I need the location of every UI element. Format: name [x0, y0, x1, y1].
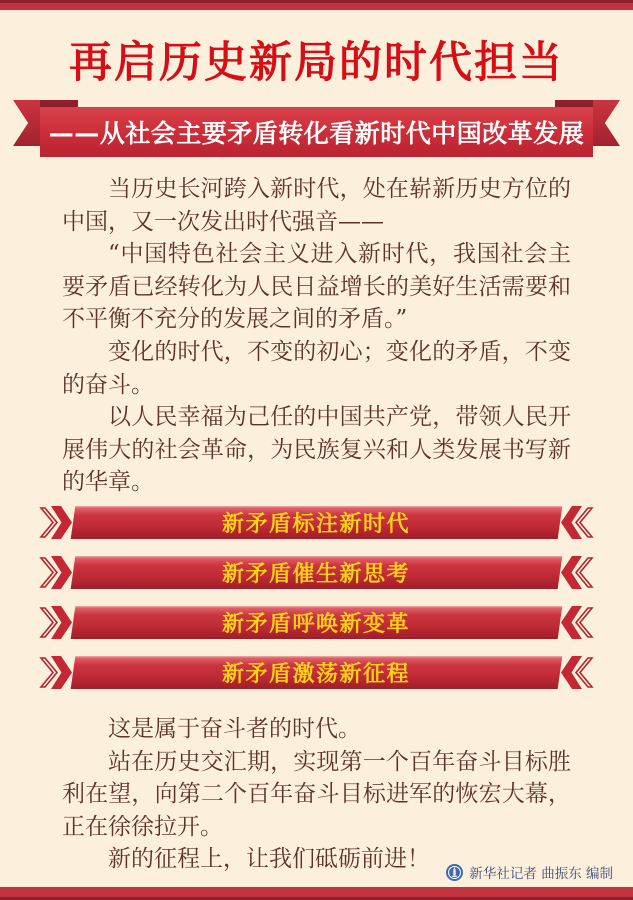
- chevron-right-icon: [38, 556, 72, 589]
- chevron-left-icon: [561, 556, 595, 589]
- section-banner: [38, 606, 595, 639]
- section-banner: [38, 556, 595, 589]
- banner-band: [71, 556, 563, 589]
- page-title: 再启历史新局的时代担当: [69, 38, 564, 88]
- paragraph: 这是属于奋斗者的时代。: [108, 715, 361, 742]
- paragraph: 变化的时代，不变的初心；变化的矛盾，不变的奋斗。: [62, 338, 571, 398]
- banner-band: [71, 656, 563, 689]
- paragraph: 站在历史交汇期，实现第一个百年奋斗目标胜利在望，向第二个百年奋斗目标进军的恢宏大幕，正在徐徐拉开。: [62, 748, 571, 840]
- credit-text: 新华社记者 曲振东 编制: [469, 866, 613, 882]
- chevron-right-icon: [38, 656, 72, 689]
- credit-line: [446, 862, 613, 882]
- chevron-left-icon: [561, 506, 595, 539]
- section-banner: [38, 506, 595, 539]
- section-banner: [38, 656, 595, 689]
- banner-label: 新矛盾催生新思考: [222, 561, 411, 587]
- banner-band: [71, 506, 563, 539]
- paragraph: “中国特色社会主义进入新时代，我国社会主要矛盾已经转化为人民日益增长的美好生活需要和不平衡不充分的发展之间的矛盾。”: [62, 241, 571, 333]
- subtitle-ribbon: [0, 100, 633, 157]
- paragraph: 新的征程上，让我们砥砺前进！: [108, 846, 430, 873]
- chevron-left-icon: [561, 606, 595, 639]
- chevron-right-icon: [38, 606, 72, 639]
- intro-text-block: [0, 173, 633, 499]
- xinhua-logo-icon: [446, 864, 463, 881]
- paragraph: 以人民幸福为己任的中国共产党，带领人民开展伟大的社会革命，为民族复兴和人类发展书写新的华章。: [62, 404, 571, 496]
- chevron-right-icon: [38, 506, 72, 539]
- banner-label: 新矛盾激荡新征程: [222, 661, 411, 687]
- closing-text-block: [0, 713, 633, 876]
- paragraph: 当历史长河跨入新时代，处在崭新历史方位的中国，又一次发出时代强音——: [62, 176, 571, 235]
- banner-band: [71, 606, 563, 639]
- ribbon-band: [40, 107, 593, 157]
- top-border-bar: [0, 0, 633, 10]
- bottom-border-bar: [0, 887, 633, 900]
- page-subtitle: ——从社会主要矛盾转化看新时代中国改革发展: [48, 119, 585, 148]
- section-banner-list: [38, 506, 595, 689]
- chevron-left-icon: [561, 656, 595, 689]
- banner-label: 新矛盾标注新时代: [222, 511, 411, 537]
- banner-label: 新矛盾呼唤新变革: [222, 611, 411, 637]
